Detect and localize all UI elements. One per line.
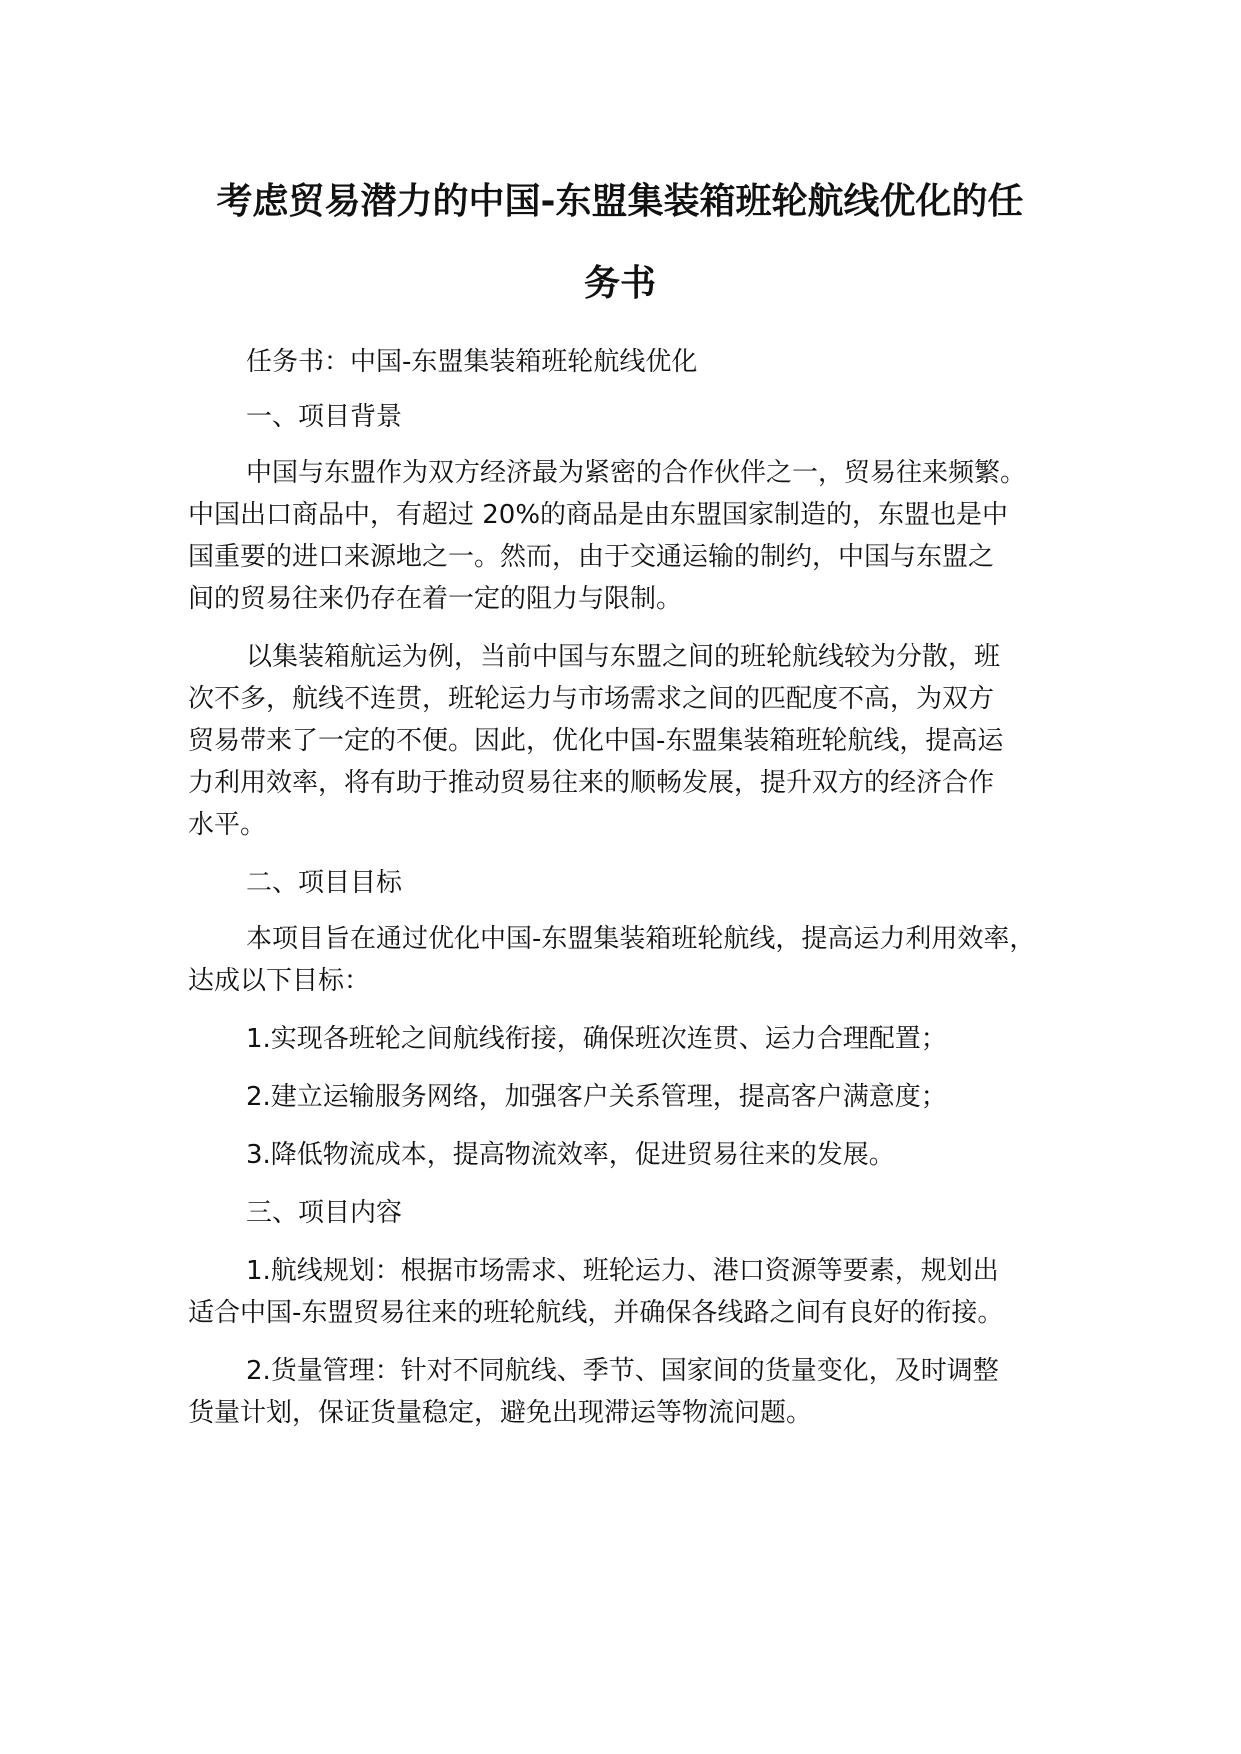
section1-para1-line2: 中国出口商品中，有超过 20%的商品是由东盟国家制造的，东盟也是中 <box>188 500 1009 530</box>
section2-intro-line2: 达成以下目标： <box>188 966 371 996</box>
goal-item-3: 3.降低物流成本，提高物流效率，促进贸易往来的发展。 <box>246 1140 895 1170</box>
section1-para2-line5: 水平。 <box>188 810 267 840</box>
section3-heading: 三、项目内容 <box>246 1198 403 1228</box>
section1-para2-line4: 力利用效率，将有助于推动贸易往来的顺畅发展，提升双方的经济合作 <box>188 768 995 798</box>
section2-heading: 二、项目目标 <box>246 868 403 898</box>
section3-item2-line2: 货量计划，保证货量稳定，避免出现滞运等物流问题。 <box>188 1398 813 1428</box>
section1-para2-line3: 贸易带来了一定的不便。因此，优化中国-东盟集装箱班轮航线，提高运 <box>188 726 1004 756</box>
section1-para2-line2: 次不多，航线不连贯，班轮运力与市场需求之间的匹配度不高，为双方 <box>188 684 995 714</box>
section3-item2-line1: 2.货量管理：针对不同航线、季节、国家间的货量变化，及时调整 <box>246 1356 999 1386</box>
document-title-line1: 考虑贸易潜力的中国-东盟集装箱班轮航线优化的任 <box>216 181 1024 222</box>
section1-para2-line1: 以集装箱航运为例，当前中国与东盟之间的班轮航线较为分散，班 <box>246 642 1001 672</box>
section3-item1-line2: 适合中国-东盟贸易往来的班轮航线，并确保各线路之间有良好的衔接。 <box>188 1298 1004 1328</box>
section1-para1-line1: 中国与东盟作为双方经济最为紧密的合作伙伴之一，贸易往来频繁。 <box>246 458 1027 488</box>
document-title-line2: 务书 <box>583 263 656 304</box>
section3-item1-line1: 1.航线规划：根据市场需求、班轮运力、港口资源等要素，规划出 <box>246 1256 999 1286</box>
section2-intro-line1: 本项目旨在通过优化中国-东盟集装箱班轮航线，提高运力利用效率， <box>246 924 1036 954</box>
goal-item-1: 1.实现各班轮之间航线衔接，确保班次连贯、运力合理配置； <box>246 1024 947 1054</box>
section1-para1-line3: 国重要的进口来源地之一。然而，由于交通运输的制约，中国与东盟之 <box>188 542 995 572</box>
task-line: 任务书：中国-东盟集装箱班轮航线优化 <box>246 347 698 377</box>
section1-para1-line4: 间的贸易往来仍存在着一定的阻力与限制。 <box>188 584 683 614</box>
section1-heading: 一、项目背景 <box>246 402 403 432</box>
goal-item-2: 2.建立运输服务网络，加强客户关系管理，提高客户满意度； <box>246 1082 947 1112</box>
